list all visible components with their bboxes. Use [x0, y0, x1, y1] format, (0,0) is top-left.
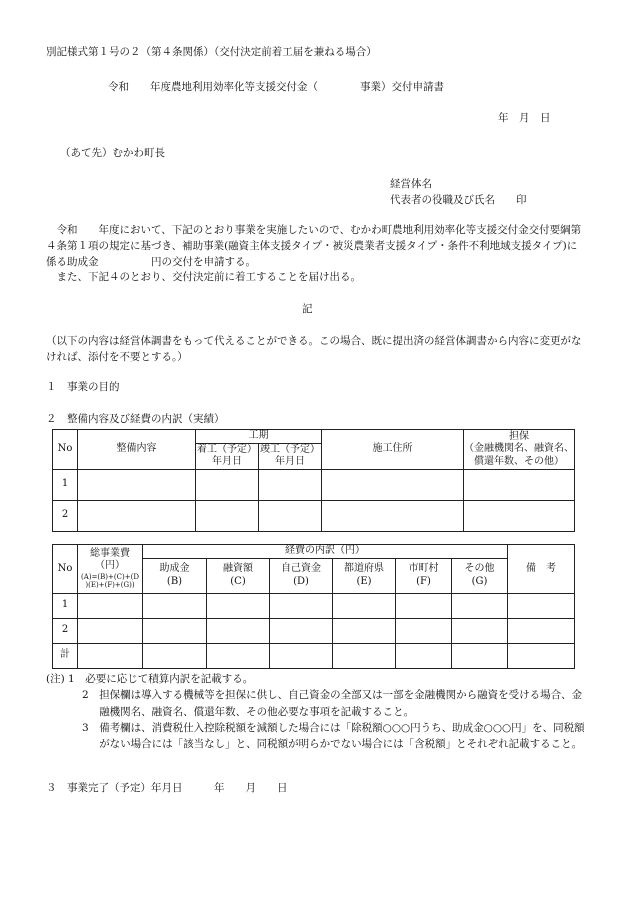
total-cost-formula: (A)=(B)+(C)+(D )(E)+(F)+(G)) — [81, 572, 139, 590]
col-expense-breakdown: 経費の内訳（円） — [143, 545, 508, 559]
col-prefecture: 都道府県 (E) — [333, 558, 396, 593]
table-row — [53, 469, 575, 500]
table-row — [53, 500, 575, 531]
col-no: No — [53, 430, 78, 470]
form-header: 別記様式第１号の２（第４条関係）（交付決定前着工届を兼ねる場合） — [46, 46, 377, 58]
col-subsidy: 助成金 (B) — [143, 558, 207, 593]
table-row — [53, 593, 575, 618]
col-remarks: 備 考 — [508, 545, 575, 594]
notice-paragraph: また、下記４のとおり、交付決定前に着工することを届け出る。 — [56, 271, 361, 284]
section-1-heading: １ 事業の目的 — [46, 381, 120, 393]
col-municipality: 市町村 (F) — [396, 558, 452, 593]
note-number: 2 — [82, 689, 100, 702]
note-number: 3 — [82, 721, 100, 734]
col-construction-period: 工期 — [196, 430, 322, 444]
application-body — [46, 223, 586, 286]
row-number: 2 — [53, 618, 78, 643]
addressee: （あて先）むかわ町長 — [60, 147, 165, 159]
document-title: 令和 年度農地利用効率化等支援交付金（ 事業）交付申請書 — [108, 81, 444, 93]
col-total-cost — [78, 545, 143, 594]
row-total: 計 — [53, 643, 78, 668]
application-paragraph: 令和 年度において、下記のとおり事業を実施したいので、むかわ町農地利用効率化等支援交付金交付要綱第４条第１項の規定に基づき、補助事業(融資主体支援タイプ・被災農業者支援タイプ・条件不利地域支援タイプ)に係る助成金 円の交付を申請する。 — [46, 224, 582, 268]
table-row — [53, 643, 575, 668]
col-work-content: 整備内容 — [78, 430, 196, 470]
note-text: 必要に応じて積算内訳を記載する。 — [85, 673, 254, 685]
col-completion-date: 竣工（予定） 年月日 — [260, 443, 320, 467]
work-content-table — [52, 429, 575, 532]
col-collateral: 担保 （金融機関名、融資名、 償還年数、その他） — [464, 430, 575, 470]
note-text: 担保欄は導入する機械等を担保に供し、自己資金の全部又は一部を金融機関から融資を受ける場合、金融機関名、融資名、償還年数、その他必要な事項を記載すること。 — [99, 689, 583, 718]
col-no: No — [53, 545, 78, 594]
row-number: 1 — [53, 593, 78, 618]
notes — [46, 671, 586, 752]
col-other: その他 (G) — [452, 558, 508, 593]
expense-breakdown-table — [52, 544, 575, 669]
ki-heading: 記 — [302, 303, 313, 315]
col-start-date: 着工（予定） 年月日 — [197, 443, 257, 467]
note-item — [46, 687, 586, 720]
total-cost-label: 総事業費 （円） — [90, 547, 130, 571]
row-number: 1 — [53, 469, 78, 500]
section-2-heading: ２ 整備内容及び経費の内訳（実績） — [46, 413, 225, 425]
table-row — [53, 618, 575, 643]
note-paragraph: （以下の内容は経営体調書をもって代えることができる。この場合、既に提出済の経営体調書から内容に変更がなければ、添付を不要とする。） — [46, 335, 582, 363]
representative-label: 代表者の役職及び氏名 印 — [390, 194, 527, 206]
section-3-heading: ３ 事業完了（予定）年月日 年 月 日 — [46, 782, 288, 794]
row-number: 2 — [53, 500, 78, 531]
col-own-funds: 自己資金 (D) — [270, 558, 333, 593]
col-loan-amount: 融資額 (C) — [207, 558, 270, 593]
note-item — [46, 671, 586, 687]
entity-name-label: 経営体名 — [390, 178, 432, 190]
note-number: (注) 1 — [46, 673, 86, 685]
note-text: 備考欄は、消費税仕入控除税額を減額した場合には「除税額○○○円うち、助成金○○○円」を、同税額がない場合には「該当なし」と、同税額が明らかでない場合には「含税額」とそれぞれ記載すること。 — [99, 721, 585, 751]
note-item — [46, 720, 586, 753]
col-site-address: 施工住所 — [322, 430, 464, 470]
date-line: 年 月 日 — [498, 112, 551, 124]
